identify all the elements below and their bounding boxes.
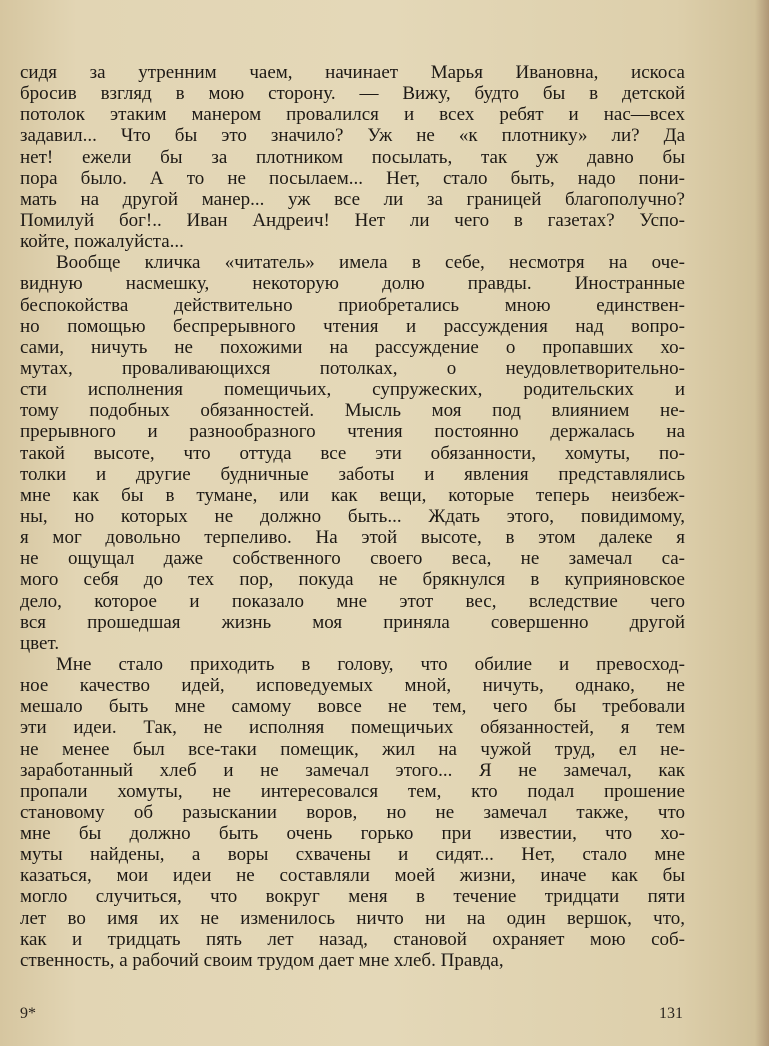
- text-line: мне бы должно быть очень горько при известии, что хо-: [20, 823, 685, 845]
- text-line: цвет.: [20, 632, 60, 654]
- text-line: ственность, а рабочий своим трудом дает мне хлеб. Правда,: [20, 949, 504, 971]
- text-line: я мог довольно терпеливо. На этой высоте, в этом далеке я: [20, 527, 685, 549]
- text-line: не ощущал даже собственного своего веса, не замечал са-: [20, 548, 685, 570]
- text-line: пора было. А то не посылаем... Нет, стало быть, надо пони-: [20, 167, 685, 189]
- text-line: сти исполнения помещичьих, супружеских, родительских и: [20, 379, 685, 401]
- text-line: ное качество идей, исповедуемых мной, ничуть, однако, не: [20, 675, 685, 697]
- text-line: могло случиться, что вокруг меня в течение тридцати пяти: [20, 886, 685, 908]
- text-line: койте, пожалуйста...: [20, 231, 184, 253]
- text-line: тому подобных обязанностей. Мысль моя под влиянием не-: [20, 400, 685, 422]
- text-line: потолок этаким манером провалился и всех ребят и нас—всех: [20, 104, 685, 126]
- text-line: заработанный хлеб и не замечал этого... Я не замечал, как: [20, 759, 685, 781]
- text-line: сами, ничуть не похожими на рассуждение о пропавших хо-: [20, 336, 685, 358]
- text-line: задавил... Что бы это значило? Уж не «к плотнику» ли? Да: [20, 125, 685, 147]
- text-line: мне как бы в тумане, или как вещи, которые теперь неизбеж-: [20, 484, 685, 506]
- signature-mark: 9*: [20, 1005, 36, 1022]
- text-line: Вообще кличка «читатель» имела в себе, несмотря на оче-: [56, 252, 685, 274]
- text-line: мутах, проваливающихся потолках, о неудовлетворительно-: [20, 357, 685, 379]
- text-line: ны, но которых не должно быть... Ждать этого, повидимому,: [20, 505, 685, 527]
- text-line: бросив взгляд в мою сторону. — Вижу, будто бы в детской: [20, 83, 685, 105]
- text-line: дело, которое и показало мне этот вес, вследствие чего: [20, 590, 685, 612]
- text-line: но помощью беспрерывного чтения и рассуждения над вопро-: [20, 315, 685, 337]
- page-number: 131: [659, 1005, 683, 1022]
- text-line: Помилуй бог!.. Иван Андреич! Нет ли чего в газетах? Успо-: [20, 209, 685, 231]
- text-line: как и тридцать пять лет назад, становой охраняет мою соб-: [20, 928, 685, 950]
- text-line: беспокойства действительно приобретались мною единствен-: [20, 294, 685, 316]
- text-line: муты найдены, а воры схвачены и сидят... Нет, стало мне: [20, 844, 685, 866]
- text-line: нет! ежели бы за плотником посылать, так уж давно бы: [20, 146, 685, 168]
- text-line: не менее был все-таки помещик, жил на чужой труд, ел не-: [20, 738, 685, 760]
- text-line: лет во имя их не изменилось ничто ни на один вершок, что,: [20, 907, 685, 929]
- text-line: сидя за утренним чаем, начинает Марья Ивановна, искоса: [20, 62, 685, 83]
- text-line: мого себя до тех пор, покуда не брякнулся в куприяновское: [20, 569, 685, 591]
- body-text: [20, 62, 685, 971]
- text-line: прерывного и разнообразного чтения постоянно держалась на: [20, 421, 685, 443]
- text-line: толки и другие будничные заботы и явления представлялись: [20, 463, 685, 485]
- text-line: казаться, мои идеи не составляли моей жизни, иначе как бы: [20, 865, 685, 887]
- text-line: пропали хомуты, не интересовался тем, кто подал прошение: [20, 780, 685, 802]
- text-line: становому об разыскании воров, но не замечал также, что: [20, 801, 685, 823]
- text-line: эти идеи. Так, не исполняя помещичьих обязанностей, я тем: [20, 717, 685, 739]
- text-line: Мне стало приходить в голову, что обилие и превосход-: [56, 653, 685, 675]
- text-line: вся прошедшая жизнь моя приняла совершенно другой: [20, 611, 685, 633]
- text-line: видную насмешку, некоторую долю правды. Иностранные: [20, 273, 685, 295]
- page-edge-shadow: [755, 0, 769, 1046]
- text-line: такой высоте, что оттуда все эти обязанности, хомуты, по-: [20, 442, 685, 464]
- text-line: мать на другой манер... уж все ли за границей благополучно?: [20, 188, 685, 210]
- text-line: мешало быть мне самому вовсе не тем, чего бы требовали: [20, 696, 685, 718]
